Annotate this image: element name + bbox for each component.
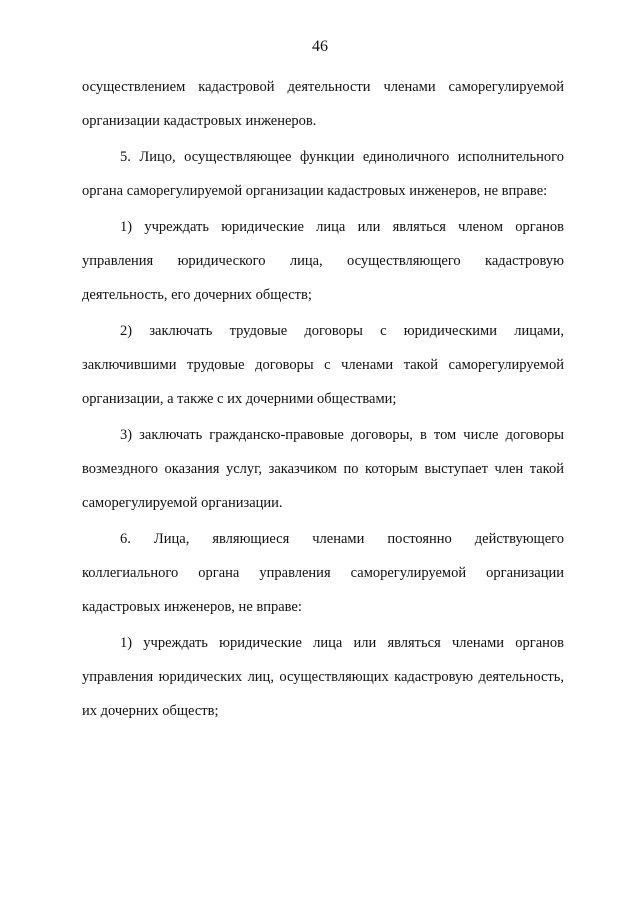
document-body <box>82 70 564 728</box>
paragraph-item-6: 6. Лица, являющиеся членами постоянно действующего коллегиального органа управления саморегулируемой организации кадастровых инженеров, не вправе: <box>82 531 564 615</box>
paragraph-continuation: осуществлением кадастровой деятельности членами саморегулируемой организации кадастровых инженеров. <box>82 79 564 129</box>
paragraph-item-5-3: 3) заключать гражданско-правовые договоры, в том числе договоры возмездного оказания услуг, заказчиком по которым выступает член такой саморегулируемой организации. <box>82 427 564 511</box>
paragraph-item-5: 5. Лицо, осуществляющее функции единоличного исполнительного органа саморегулируемой организации кадастровых инженеров, не вправе: <box>82 149 564 199</box>
paragraph-item-6-1: 1) учреждать юридические лица или являться членами органов управления юридических лиц, осуществляющих кадастровую деятельность, их дочерних обществ; <box>82 635 564 719</box>
page-number: 46 <box>312 38 328 55</box>
paragraph-item-5-2: 2) заключать трудовые договоры с юридическими лицами, заключившими трудовые договоры с членами такой саморегулируемой организации, а также с их дочерними обществами; <box>82 323 564 407</box>
paragraph-item-5-1: 1) учреждать юридические лица или являться членом органов управления юридического лица, осуществляющего кадастровую деятельность, его дочерних обществ; <box>82 219 564 303</box>
